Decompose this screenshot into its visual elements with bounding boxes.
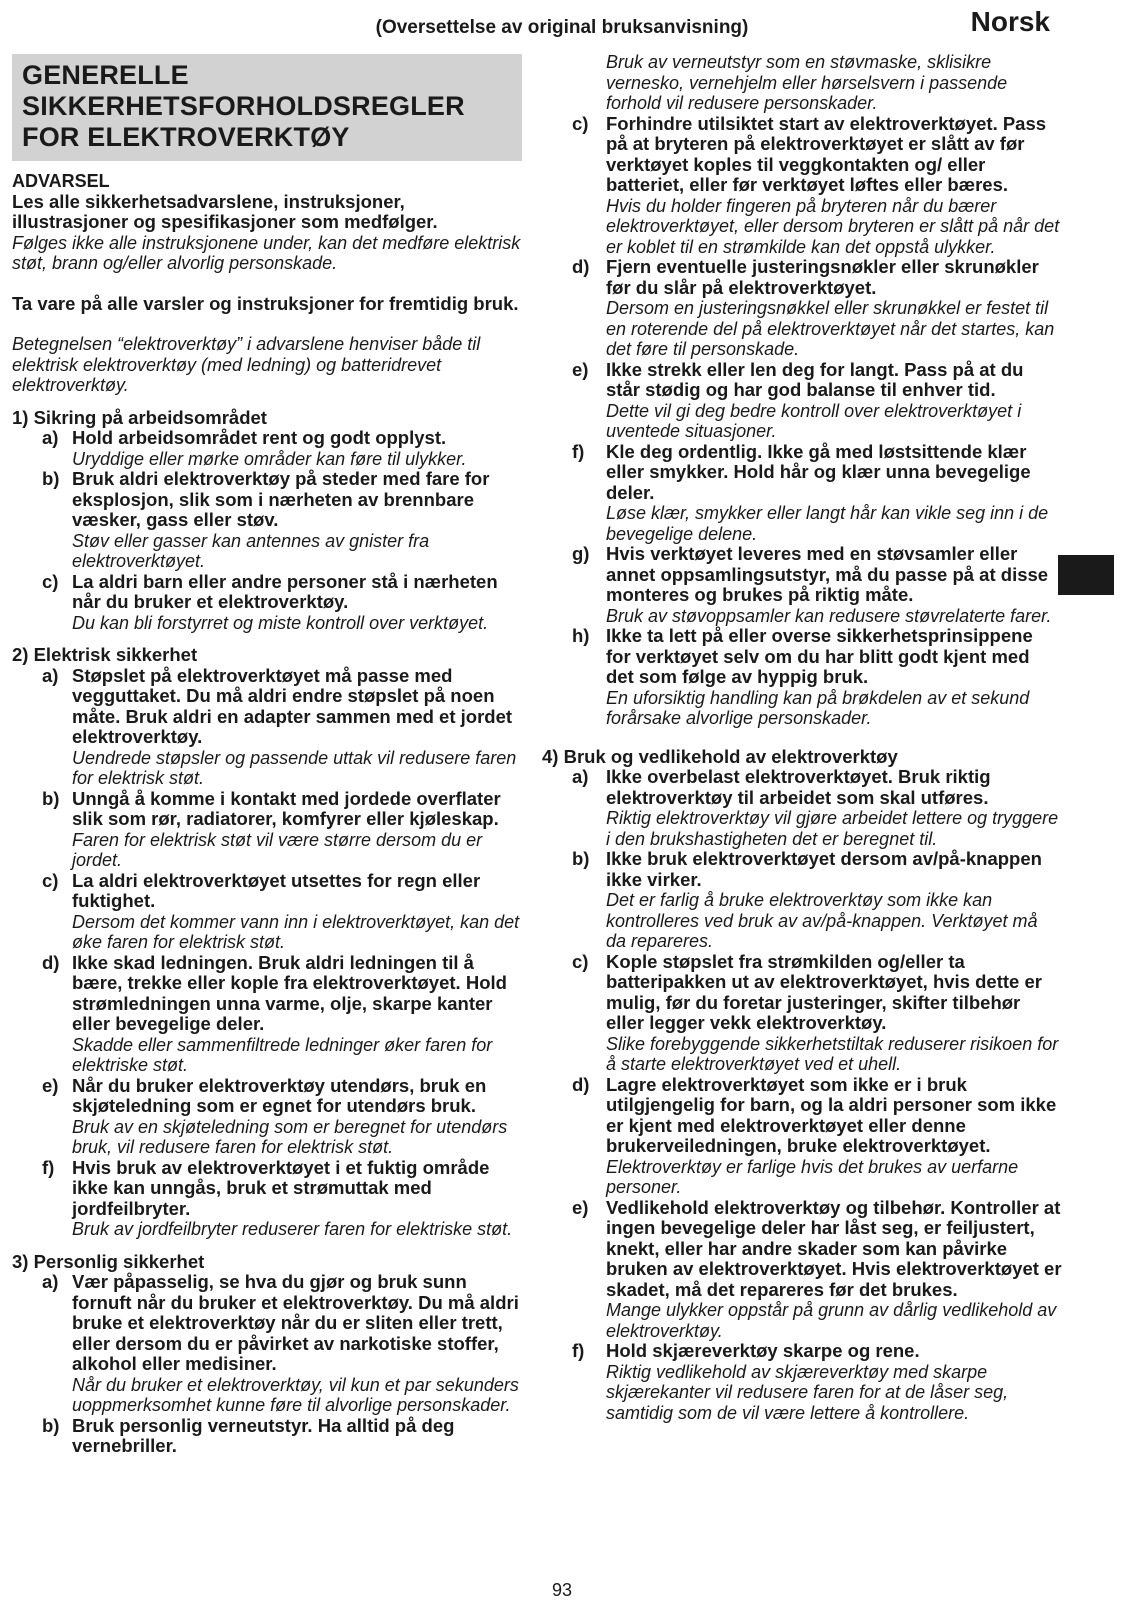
item-label: g) xyxy=(572,543,590,564)
item-instruction: La aldri elektroverktøyet utsettes for regn eller fuktighet. xyxy=(72,869,481,911)
warning-label: ADVARSEL xyxy=(12,171,110,191)
item-consequence: Bruk av en skjøteledning som er beregnet for utendørs bruk, vil redusere faren for elektrisk støt. xyxy=(72,1116,508,1157)
item-consequence: Uryddige eller mørke områder kan føre til ulykker. xyxy=(72,448,467,469)
left-column xyxy=(12,54,522,1457)
item-instruction: Lagre elektroverktøyet som ikke er i bruk utilgjengelig for barn, og la aldri personer som ikke er kjent med elektroverktøyet eller denne brukerveiledningen, bruke elektroverktøyet. xyxy=(606,1073,1057,1156)
item-instruction: Hvis verktøyet leveres med en støvsamler eller annet oppsamlingsutstyr, må du passe på at disse monteres og brukes på riktig måte. xyxy=(606,543,1049,605)
item-label: e) xyxy=(572,358,589,380)
item-consequence: Bruk av verneutstyr som en støvmaske, sklisikre vernesko, vernehjelm eller hørselsvern i passende forhold vil redusere personskader. xyxy=(606,52,1008,113)
item-label: a) xyxy=(42,664,59,686)
title-box xyxy=(12,54,522,161)
item-consequence: Bruk av jordfeilbryter reduserer faren for elektriske støt. xyxy=(72,1219,513,1239)
item-instruction: Støpslet på elektroverktøyet må passe med vegguttaket. Du må aldri endre støpslet på noen måte. Bruk aldri en adapter sammen med et jordet elektroverktøy. xyxy=(72,664,513,747)
item-label: c) xyxy=(42,570,59,592)
item-consequence: Du kan bli forstyrret og miste kontroll over verktøyet. xyxy=(72,612,489,633)
item-consequence: Uendrede støpsler og passende uttak vil redusere faren for elektrisk støt. xyxy=(72,747,517,788)
item-consequence: Skadde eller sammenfiltrede ledninger øker faren for elektriske støt. xyxy=(72,1034,493,1075)
item-consequence: Dette vil gi deg bedre kontroll over elektroverktøyet i uventede situasjoner. xyxy=(606,400,1022,441)
list-item xyxy=(542,1341,1062,1423)
item-label: f) xyxy=(572,440,585,462)
item-instruction: La aldri barn eller andre personer stå i nærheten når du bruker et elektroverktøy. xyxy=(72,570,498,612)
item-instruction: Ikke bruk elektroverktøyet dersom av/på-knappen ikke virker. xyxy=(606,848,1042,890)
list-item xyxy=(542,257,1062,360)
list-item xyxy=(12,789,522,871)
section-title: 2) Elektrisk sikkerhet xyxy=(12,644,198,665)
section-title: 4) Bruk og vedlikehold av elektroverktøy xyxy=(542,745,898,767)
list-item xyxy=(542,767,1062,849)
item-label: f) xyxy=(572,1340,585,1361)
item-instruction: Når du bruker elektroverktøy utendørs, bruk en skjøteledning som er egnet for utendørs bruk. xyxy=(72,1074,487,1116)
item-label: a) xyxy=(42,1271,59,1292)
list-item xyxy=(542,360,1062,442)
item-instruction: Ikke overbelast elektroverktøyet. Bruk riktig elektroverktøy til arbeidet som skal utføres. xyxy=(606,766,991,808)
section-tab-marker xyxy=(1058,555,1114,595)
item-consequence: Hvis du holder fingeren på bryteren når du bærer elektroverktøyet, eller dersom bryteren er slått på når det er koblet til en strømkilde kan det oppstå ulykker. xyxy=(606,195,1060,257)
item-consequence: En uforsiktig handling kan på brøkdelen av et sekund forårsake alvorlige personskader. xyxy=(606,687,1030,728)
list-item xyxy=(12,871,522,953)
item-consequence: Når du bruker et elektroverktøy, vil kun et par sekunders uoppmerksomhet kunne føre til alvorlige personskader. xyxy=(72,1374,519,1415)
item-instruction: Ikke strekk eller len deg for langt. Pass på at du står stødig og har god balanse til enhver tid. xyxy=(606,358,1024,400)
item-instruction: Bruk aldri elektroverktøy på steder med fare for eksplosjon, slik som i nærheten av brennbare væsker, gass eller støv. xyxy=(72,468,490,530)
list-item xyxy=(12,572,522,634)
language-label: Norsk xyxy=(970,6,1050,37)
item-label: c) xyxy=(42,869,59,891)
item-consequence: Riktig vedlikehold av skjæreverktøy med skarpe skjærekanter vil redusere faren for at de låser seg, samtidig som de vil være lettere å kontrollere. xyxy=(606,1361,1009,1423)
item-consequence: Elektroverktøy er farlige hvis det brukes av uerfarne personer. xyxy=(606,1156,1019,1197)
title-line: FOR ELEKTROVERKTØY xyxy=(22,122,350,152)
item-instruction: Kople støpslet fra strømkilden og/eller ta batteripakken ut av elektroverktøyet, hvis dette er mulig, før du foretar justeringer, skifter tilbehør eller legger vekk elektroverktøy. xyxy=(606,950,1042,1033)
item-instruction: Vær påpasselig, se hva du gjør og bruk sunn fornuft når du bruker et elektroverktøy. Du må aldri bruke et elektroverktøy når du er sliten eller trett, eller dersom du er påvirket av narkotiske stoffer, alkohol eller medisiner. xyxy=(72,1271,519,1374)
list-item xyxy=(542,114,1062,258)
item-instruction: Ikke ta lett på eller overse sikkerhetsprinsippene for verktøyet selv om du har blitt godt kjent med det som følge av hyppig bruk. xyxy=(606,625,1033,687)
list-item xyxy=(542,544,1062,626)
item-label: a) xyxy=(42,427,59,448)
item-instruction: Unngå å komme i kontakt med jordede overflater slik som rør, radiatorer, komfyrer eller kjøleskap. xyxy=(72,787,501,829)
item-consequence: Det er farlig å bruke elektroverktøy som ikke kan kontrolleres ved bruk av av/på-knappen. Verktøyet må da repareres. xyxy=(606,890,1038,951)
list-item xyxy=(12,1272,522,1416)
list-item xyxy=(542,442,1062,545)
list-item xyxy=(12,666,522,789)
item-label: b) xyxy=(42,787,60,809)
item-label: b) xyxy=(42,1414,60,1436)
item-label: a) xyxy=(572,766,589,787)
list-item xyxy=(542,626,1062,729)
item-consequence: Faren for elektrisk støt vil være større dersom du er jordet. xyxy=(72,829,483,870)
item-instruction: Bruk personlig verneutstyr. Ha alltid på deg vernebriller. xyxy=(72,1414,455,1456)
definition-text: Betegnelsen “elektroverktøy” i advarslene henviser både til elektrisk elektroverktøy (med ledning) og batteridrevet elektroverktøy. xyxy=(12,334,481,395)
item-label: b) xyxy=(42,468,60,489)
page-number: 93 xyxy=(551,1580,573,1600)
item-label: c) xyxy=(572,950,589,972)
warning-text: Les alle sikkerhetsadvarslene, instruksjoner, illustrasjoner og spesifikasjoner som medfølger. xyxy=(12,190,438,232)
item-label: e) xyxy=(572,1196,589,1218)
list-item xyxy=(12,428,522,469)
item-instruction: Forhindre utilsiktet start av elektroverktøyet. Pass på at bryteren på elektroverktøyet er slått av før verktøyet koples til veggkontakten og/ eller batteriet, eller før verktøyet løftes eller bæres. xyxy=(606,112,1047,195)
item-instruction: Kle deg ordentlig. Ikke gå med løstsittende klær eller smykker. Hold hår og klær unna bevegelige deler. xyxy=(606,440,1031,503)
right-column xyxy=(542,52,1062,1423)
item-instruction: Ikke skad ledningen. Bruk aldri ledningen til å bære, trekke eller kople fra elektroverktøyet. Hold strømledningen unna varme, olje, skarpe kanter eller bevegelige deler. xyxy=(72,951,507,1034)
item-instruction: Vedlikehold elektroverktøy og tilbehør. Kontroller at ingen bevegelige deler har låst seg, er feiljustert, knekt, eller har andre skader som kan påvirke bruken av elektroverktøyet. Hvis elektroverktøyet er skadet, må det repareres før det brukes. xyxy=(606,1196,1062,1300)
list-item xyxy=(12,469,522,572)
list-item xyxy=(12,1158,522,1240)
list-item xyxy=(12,1076,522,1158)
item-consequence: Bruk av støvoppsamler kan redusere støvrelaterte farer. xyxy=(606,605,1052,626)
section-title: 3) Personlig sikkerhet xyxy=(12,1250,205,1272)
item-consequence: Støv eller gasser kan antennes av gnister fra elektroverktøyet. xyxy=(72,530,430,571)
list-item xyxy=(542,1198,1062,1342)
item-consequence: Riktig elektroverktøy vil gjøre arbeidet lettere og tryggere i den brukshastigheten det er beregnet til. xyxy=(606,808,1059,849)
item-label: b) xyxy=(572,848,590,869)
list-item xyxy=(12,953,522,1076)
list-item xyxy=(542,1075,1062,1198)
document-header: (Oversettelse av original bruksanvisning) xyxy=(375,17,749,38)
item-instruction: Hold skjæreverktøy skarpe og rene. xyxy=(606,1340,920,1361)
list-item xyxy=(542,952,1062,1075)
item-consequence: Dersom en justeringsnøkkel eller skrunøkkel er festet til en roterende del på elektroverktøyet når det startes, kan det føre til personskade. xyxy=(606,298,1055,359)
item-instruction: Hvis bruk av elektroverktøyet i et fuktig område ikke kan unngås, bruk et strømuttak med jordfeilbryter. xyxy=(72,1156,490,1219)
title-line: GENERELLE xyxy=(22,60,189,90)
warning-consequence: Følges ikke alle instruksjonene under, kan det medføre elektrisk støt, brann og/eller alvorlig personskade. xyxy=(12,232,521,273)
item-instruction: Fjern eventuelle justeringsnøkler eller skrunøkler før du slår på elektroverktøyet. xyxy=(606,256,1039,298)
item-label: d) xyxy=(572,1073,590,1095)
keep-instructions: Ta vare på alle varsler og instruksjoner for fremtidig bruk. xyxy=(12,292,519,314)
list-item xyxy=(542,849,1062,952)
item-consequence: Løse klær, smykker eller langt hår kan vikle seg inn i de bevegelige delene. xyxy=(606,503,1049,544)
list-item xyxy=(12,1416,522,1457)
item-instruction: Hold arbeidsområdet rent og godt opplyst. xyxy=(72,427,447,448)
item-consequence: Dersom det kommer vann inn i elektroverktøyet, kan det øke faren for elektrisk støt. xyxy=(72,911,520,952)
item-consequence: Mange ulykker oppstår på grunn av dårlig vedlikehold av elektroverktøy. xyxy=(606,1300,1057,1341)
item-label: d) xyxy=(572,256,590,277)
item-label: f) xyxy=(42,1156,55,1178)
title-line: SIKKERHETSFORHOLDSREGLER xyxy=(22,91,465,121)
item-consequence: Slike forebyggende sikkerhetstiltak reduserer risikoen for å starte elektroverktøyet ved et uhell. xyxy=(606,1033,1059,1074)
item-label: c) xyxy=(572,112,589,134)
item-label: e) xyxy=(42,1074,59,1096)
section-title: 1) Sikring på arbeidsområdet xyxy=(12,406,267,428)
item-label: d) xyxy=(42,951,60,973)
item-label: h) xyxy=(572,625,590,646)
